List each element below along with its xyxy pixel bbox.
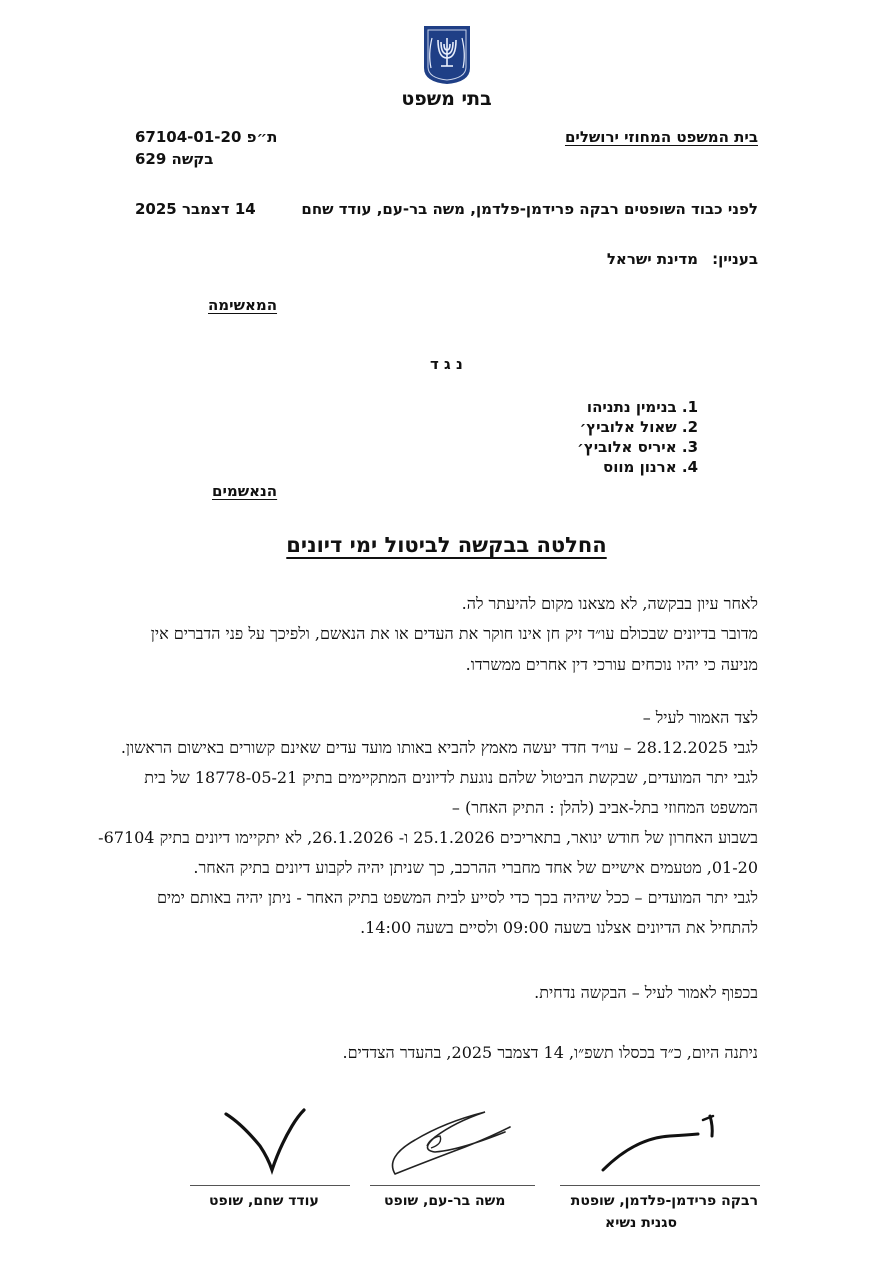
judge-signature-name: רבקה פרידמן-פלדמן, שופטת bbox=[570, 1193, 758, 1209]
judge-signature-name: עודד שחם, שופט bbox=[209, 1193, 319, 1209]
body-line: בכפוף לאמור לעיל – הבקשה נדחית. bbox=[534, 983, 758, 1002]
body-line: לגבי יתר המועדים, שבקשת הביטול שלהם נוגעת לדיונים המתקיימים בתיק 18778-05-21 של בית bbox=[144, 768, 758, 787]
bench-judges: לפני כבוד השופטים רבקה פרידמן-פלדמן, משה בר-עם, עודד שחם bbox=[301, 200, 758, 218]
decision-date: 14 דצמבר 2025 bbox=[135, 200, 256, 218]
prosecution-role: המאשימה bbox=[208, 296, 278, 314]
judge-signature-title: סגנית נשיא bbox=[605, 1215, 677, 1231]
versus-label: נ ג ד bbox=[430, 355, 463, 373]
prosecution-party: מדינת ישראל bbox=[606, 250, 698, 268]
defendant-item: 3. איריס אלוביץ׳ bbox=[577, 438, 698, 456]
decision-title: החלטה בבקשה לביטול ימי דיונים bbox=[286, 533, 607, 557]
defendant-item: 2. שאול אלוביץ׳ bbox=[579, 418, 698, 436]
body-line: המשפט המחוזי בתל-אביב (להלן : התיק האחר) – bbox=[451, 798, 758, 817]
body-line: מדובר בדיונים שבכולם עו״ד זיק חן אינו חוקר את העדים או את הנאשם, ולפיכך על פני הדברים אין bbox=[150, 624, 758, 643]
request-number: בקשה 629 bbox=[135, 150, 214, 168]
defendants-role: הנאשמים bbox=[212, 482, 278, 500]
body-line: לגבי יתר המועדים – ככל שיהיה בכך כדי לסייע לבית המשפט בתיק האחר - ניתן יהיה באותם ימים bbox=[156, 888, 758, 907]
case-number: ת״פ 67104-01-20 bbox=[135, 128, 278, 146]
signature-line bbox=[190, 1185, 350, 1186]
signature-scribble-icon bbox=[385, 1102, 520, 1182]
defendant-item: 1. בנימין נתניהו bbox=[586, 398, 698, 416]
body-line: בשבוע האחרון של חודש ינואר, בתאריכים 25.1.2026 ו- 26.1.2026, לא יתקיימו דיונים בתיק 67104- bbox=[98, 828, 758, 847]
signature-scribble-icon bbox=[595, 1108, 730, 1183]
signature-line bbox=[560, 1185, 760, 1186]
court-name: בית המשפט המחוזי ירושלים bbox=[564, 128, 758, 146]
body-line: להתחיל את הדיונים אצלנו בשעה 09:00 ולסיים בשעה 14:00. bbox=[360, 918, 758, 937]
body-line: 01-20, מטעמים אישיים של אחד מחברי ההרכב, כך שניתן יהיה לקבוע דיונים בתיק האחר. bbox=[193, 858, 758, 877]
body-line: לצד האמור לעיל – bbox=[642, 708, 758, 727]
matter-label: בעניין: bbox=[712, 250, 758, 268]
body-line: לגבי 28.12.2025 – עו״ד חדד יעשה מאמץ להביא באותו מועד עדים שאינם קשורים באישום הראשון. bbox=[120, 738, 758, 757]
body-line: מניעה כי יהיו נוכחים עורכי דין אחרים ממשרדו. bbox=[465, 655, 758, 674]
signature-scribble-icon bbox=[222, 1106, 312, 1176]
signature-line bbox=[370, 1185, 535, 1186]
body-line: לאחר עיון בבקשה, לא מצאנו מקום להיעתר לה. bbox=[461, 594, 758, 613]
defendant-item: 4. ארנון מווס bbox=[603, 458, 698, 476]
state-emblem-icon bbox=[422, 24, 472, 86]
judge-signature-name: משה בר-עם, שופט bbox=[384, 1193, 506, 1209]
court-system-label: בתי משפט bbox=[401, 88, 492, 110]
given-today-line: ניתנה היום, כ״ד בכסלו תשפ״ו, 14 דצמבר 2025, בהעדר הצדדים. bbox=[342, 1043, 758, 1062]
